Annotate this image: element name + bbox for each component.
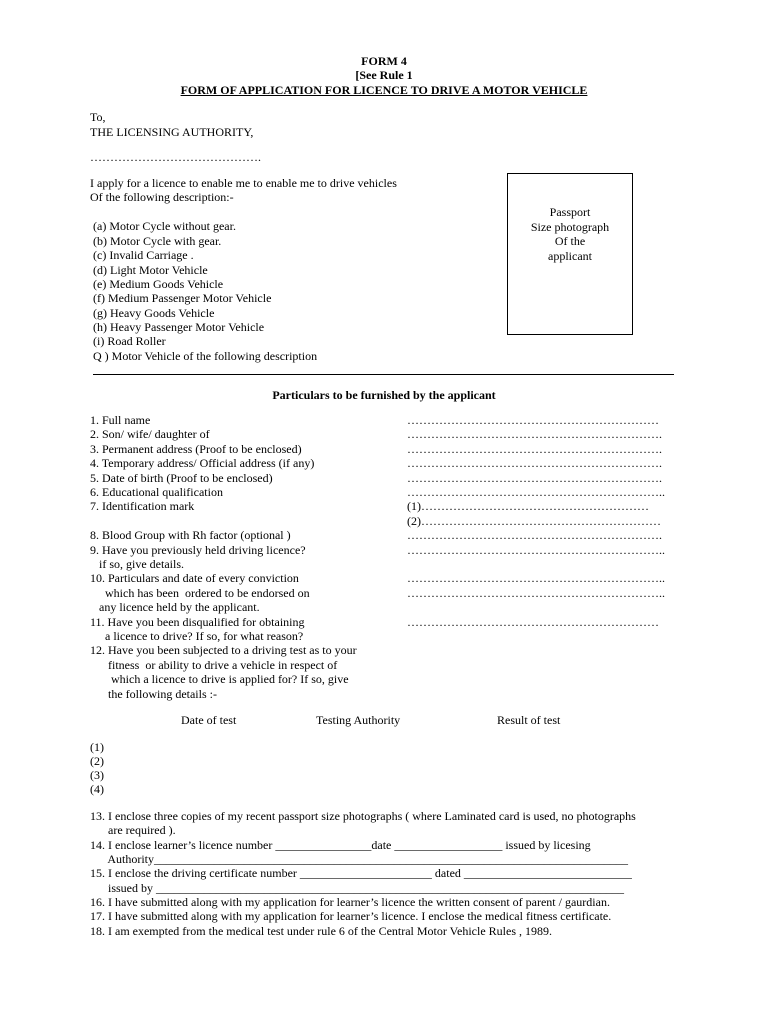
particular-label: a licence to drive? If so, for what reason? <box>90 629 304 643</box>
address-to: To, <box>90 110 106 124</box>
passport-photo-box <box>507 173 633 335</box>
test-table-row: (4) <box>90 782 104 796</box>
vehicle-class-item: (f) Medium Passenger Motor Vehicle <box>93 291 272 305</box>
particular-label: 6. Educational qualification <box>90 485 223 499</box>
test-table-header-authority: Testing Authority <box>316 713 401 727</box>
photo-box-line: applicant <box>548 249 592 263</box>
vehicle-class-item: (h) Heavy Passenger Motor Vehicle <box>93 320 265 334</box>
particular-label: 5. Date of birth (Proof to be enclosed) <box>90 471 273 485</box>
answer-line[interactable]: (2)…………………………………………………… <box>407 514 661 528</box>
particular-label: 10. Particulars and date of every conviction <box>90 571 299 585</box>
declaration-line: 13. I enclose three copies of my recent passport size photographs ( where Laminated card is used, no photographs <box>90 809 636 823</box>
vehicle-class-item: (e) Medium Goods Vehicle <box>93 277 224 291</box>
particular-label: which has been ordered to be endorsed on <box>90 586 310 600</box>
particular-label: 7. Identification mark <box>90 499 195 513</box>
answer-line[interactable]: ……………………………………………………… <box>407 413 659 427</box>
particular-label: fitness or ability to drive a vehicle in respect of <box>90 658 338 672</box>
particular-label: 2. Son/ wife/ daughter of <box>90 427 210 441</box>
particular-label: 4. Temporary address/ Official address (if any) <box>90 456 315 470</box>
vehicle-class-item: (i) Road Roller <box>93 334 166 348</box>
intro-line-1: I apply for a licence to enable me to enable me to drive vehicles <box>90 176 397 190</box>
photo-box-line: Size photograph <box>530 220 610 234</box>
rule-reference: [See Rule 1 <box>355 68 413 82</box>
declaration-line: issued by ______________________________________________________________________________ <box>90 881 624 895</box>
photo-box-line: Of the <box>554 234 586 248</box>
section-divider <box>93 374 674 375</box>
particular-label: the following details :- <box>90 687 217 701</box>
particular-label: which a licence to drive is applied for? If so, give <box>90 672 349 686</box>
test-table-row: (1) <box>90 740 104 754</box>
declaration-line: 17. I have submitted along with my application for learner’s licence. I enclose the medical fitness certificate. <box>90 909 612 923</box>
answer-line[interactable]: ………………………………………………………. <box>407 528 662 542</box>
vehicle-class-item: (g) Heavy Goods Vehicle <box>93 306 215 320</box>
answer-line[interactable]: ……………………………………………………….. <box>407 571 665 585</box>
intro-line-2: Of the following description:- <box>90 190 234 204</box>
test-table-row: (3) <box>90 768 104 782</box>
test-table-header-result: Result of test <box>497 713 561 727</box>
test-table-row: (2) <box>90 754 104 768</box>
answer-line[interactable]: ……………………………………………………… <box>407 615 659 629</box>
authority-blank-line: ……………………………………. <box>90 150 261 164</box>
particular-label: 11. Have you been disqualified for obtaining <box>90 615 305 629</box>
answer-line[interactable]: ……………………………………………………….. <box>407 586 665 600</box>
particular-label: any licence held by the applicant. <box>90 600 260 614</box>
particular-label: if so, give details. <box>90 557 184 571</box>
declaration-line: 15. I enclose the driving certificate number ______________________ dated ____________________________ <box>90 866 632 880</box>
particulars-heading: Particulars to be furnished by the applicant <box>272 388 496 402</box>
test-table-header-date: Date of test <box>181 713 237 727</box>
answer-line[interactable]: ……………………………………………………….. <box>407 485 665 499</box>
answer-line[interactable]: ……………………………………………………….. <box>407 543 665 557</box>
form-number: FORM 4 <box>361 54 407 68</box>
answer-line[interactable]: ………………………………………………………. <box>407 456 662 470</box>
declaration-line: Authority_______________________________________________________________________________ <box>90 852 629 866</box>
particular-label: 9. Have you previously held driving licence? <box>90 543 306 557</box>
vehicle-class-item: (b) Motor Cycle with gear. <box>93 234 222 248</box>
vehicle-class-item: (c) Invalid Carriage . <box>93 248 194 262</box>
particular-label: 8. Blood Group with Rh factor (optional ) <box>90 528 291 542</box>
declaration-line: 14. I enclose learner’s licence number ________________date __________________ issued by licesing <box>90 838 591 852</box>
vehicle-class-item: (a) Motor Cycle without gear. <box>93 219 236 233</box>
declaration-line: 18. I am exempted from the medical test under rule 6 of the Central Motor Vehicle Rules , 1989. <box>90 924 552 938</box>
answer-line[interactable]: ………………………………………………………. <box>407 442 662 456</box>
photo-box-line: Passport <box>549 205 591 219</box>
form-title: FORM OF APPLICATION FOR LICENCE TO DRIVE A MOTOR VEHICLE <box>180 83 588 97</box>
particular-label: 1. Full name <box>90 413 151 427</box>
vehicle-class-item: (d) Light Motor Vehicle <box>93 263 208 277</box>
answer-line[interactable]: ………………………………………………………. <box>407 471 662 485</box>
answer-line[interactable]: (1)………………………………………………… <box>407 499 649 513</box>
vehicle-class-item: Q ) Motor Vehicle of the following description <box>93 349 318 363</box>
particular-label: 3. Permanent address (Proof to be enclosed) <box>90 442 302 456</box>
answer-line[interactable]: ………………………………………………………. <box>407 427 662 441</box>
declaration-line: 16. I have submitted along with my application for learner’s licence the written consent of parent / gaurdian. <box>90 895 610 909</box>
particular-label: 12. Have you been subjected to a driving test as to your <box>90 643 357 657</box>
declaration-line: are required ). <box>90 823 176 837</box>
licensing-authority: THE LICENSING AUTHORITY, <box>90 125 254 139</box>
